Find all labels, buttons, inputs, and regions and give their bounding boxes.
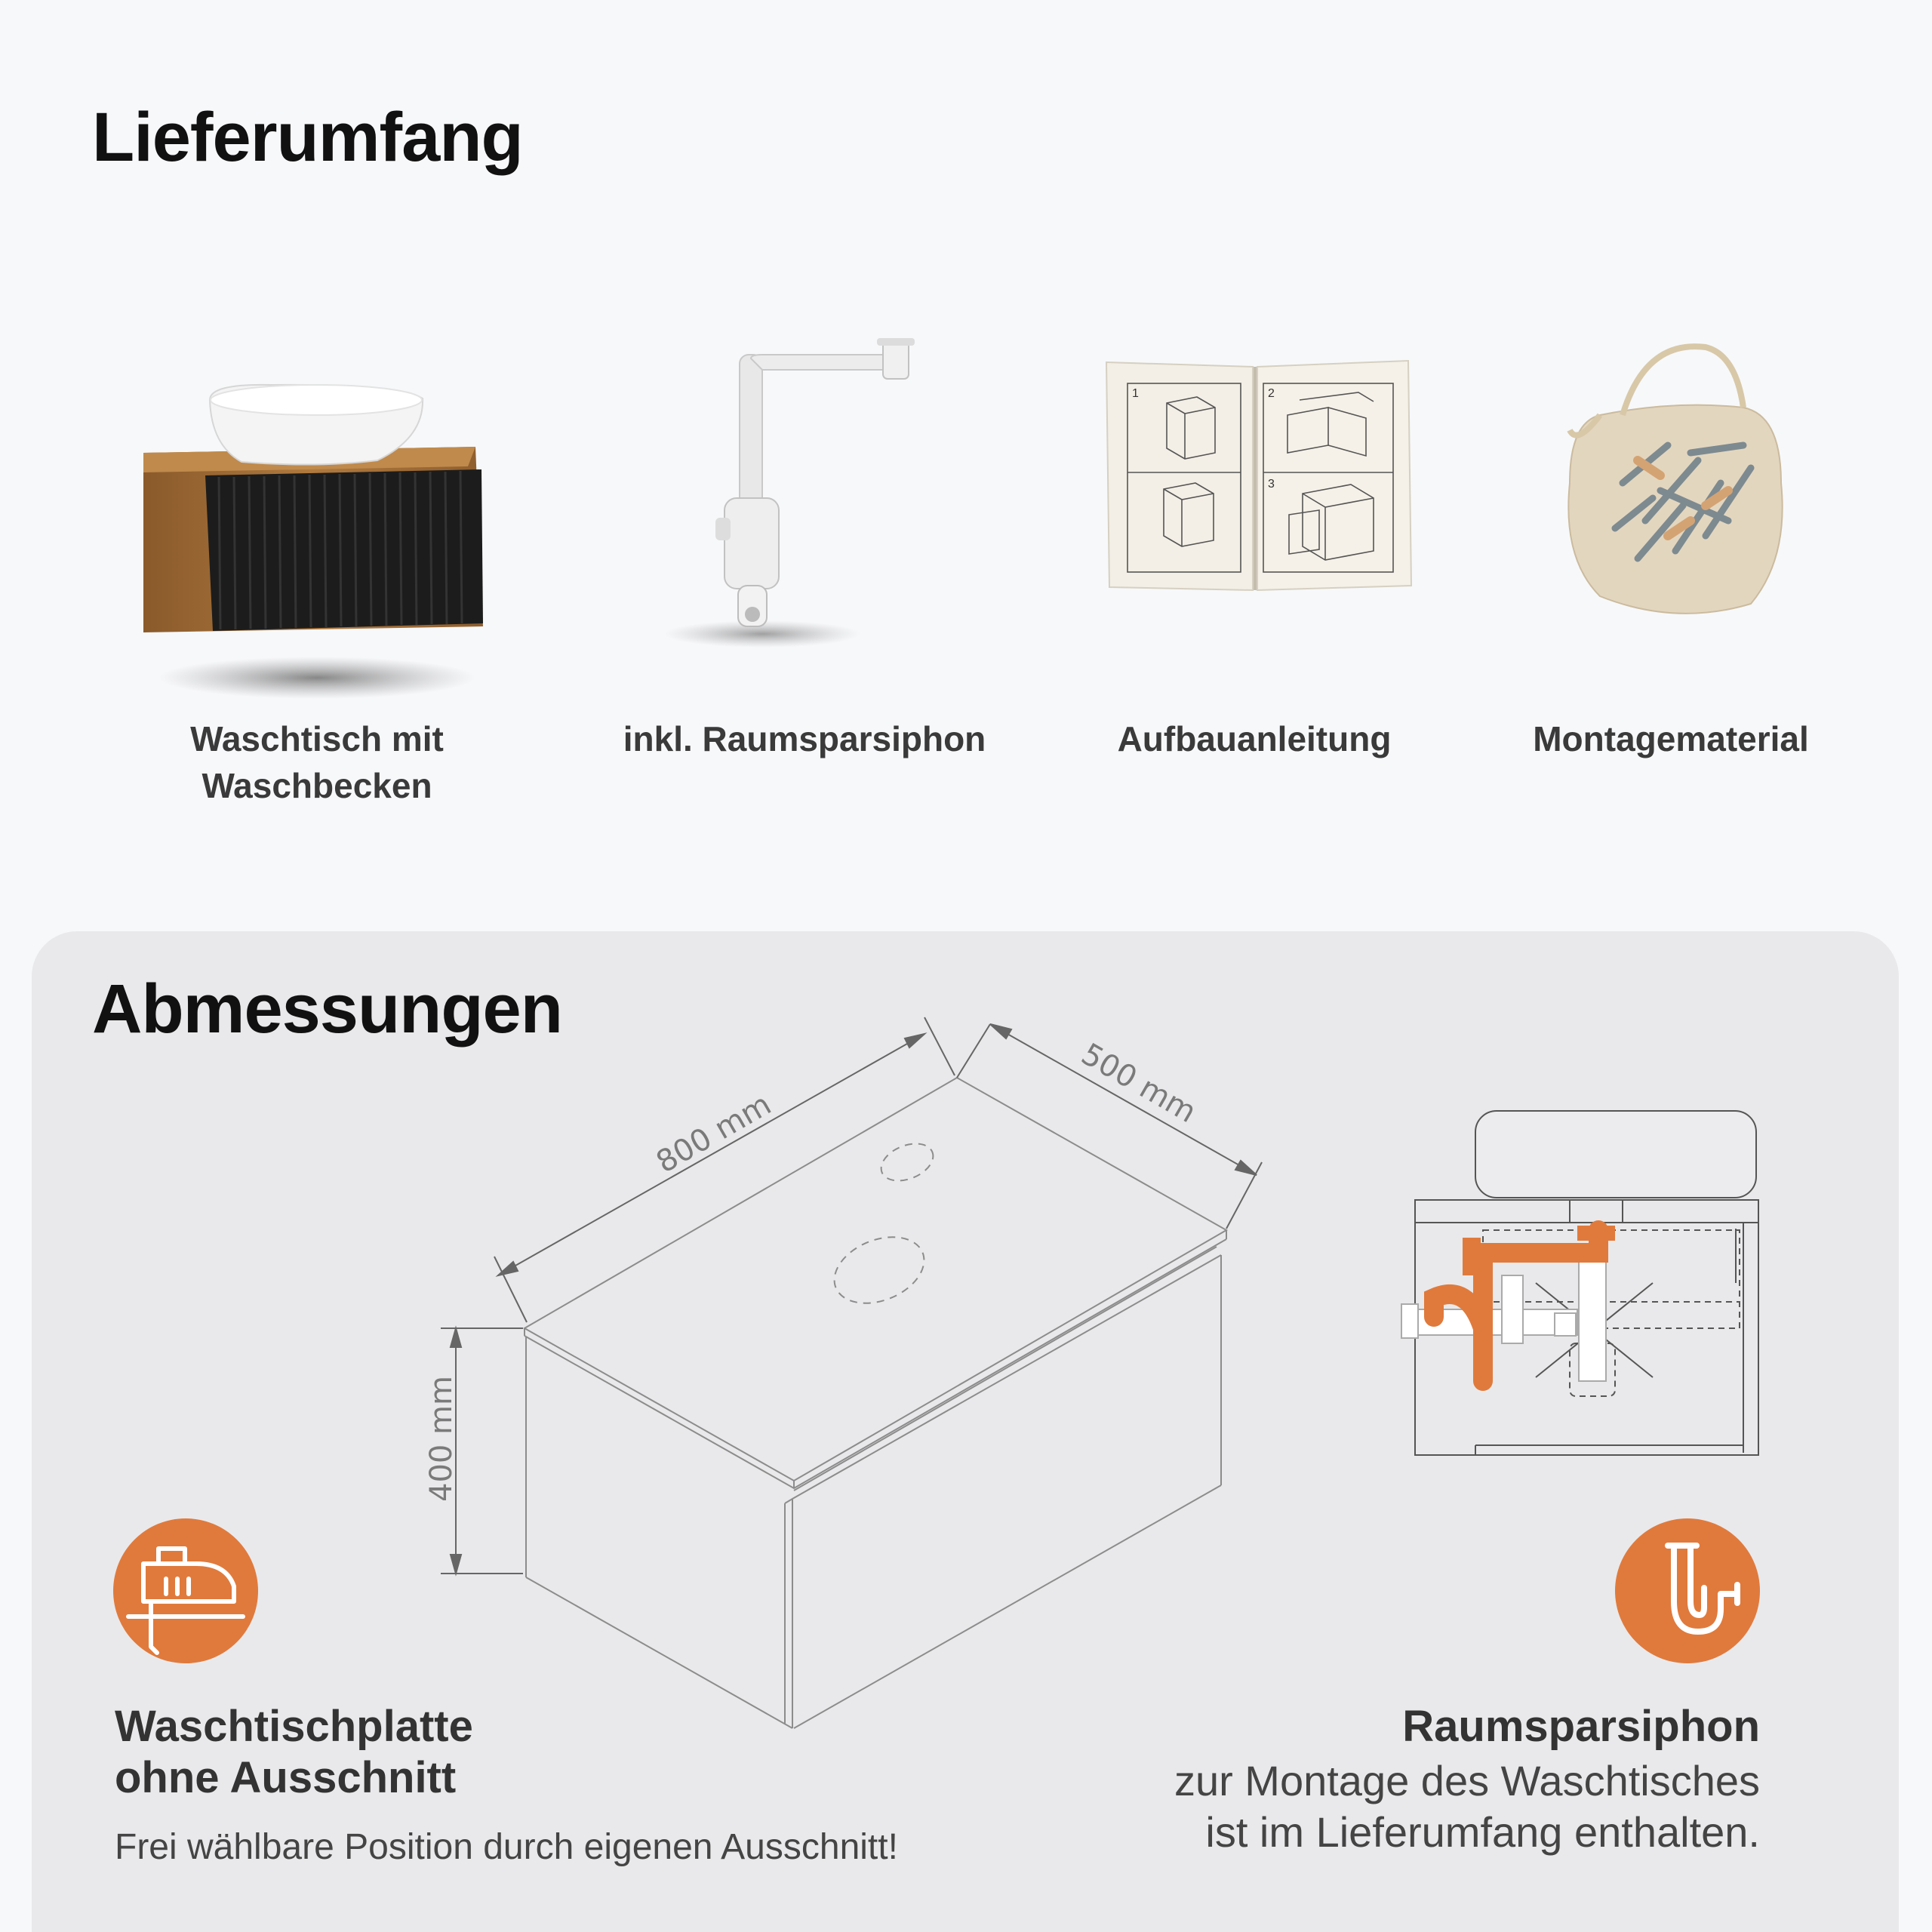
svg-text:2: 2 <box>1268 387 1275 400</box>
section-title-lieferumfang: Lieferumfang <box>92 99 523 176</box>
jigsaw-badge <box>113 1518 258 1663</box>
feature-text-siphon: zur Montage des Waschtisches ist im Lieferumfang enthalten. <box>1174 1757 1760 1856</box>
feature-text-countertop: Frei wählbare Position durch eigenen Ausschnitt! <box>115 1827 898 1867</box>
svg-text:1: 1 <box>1132 387 1139 400</box>
dimension-width-label: 800 mm <box>651 1087 777 1180</box>
siphon-icon <box>1615 1518 1760 1663</box>
dimension-height-label: 400 mm <box>424 1376 459 1502</box>
item-label-siphon: inkl. Raumsparsiphon <box>623 719 986 758</box>
item-label-manual: Aufbauanleitung <box>1117 719 1392 758</box>
siphon-badge <box>1615 1518 1760 1663</box>
feature-title-countertop: Waschtischplatte ohne Ausschnitt <box>115 1702 473 1802</box>
feature-title-siphon: Raumsparsiphon <box>1402 1702 1760 1751</box>
item-label-mounting: Montagematerial <box>1533 719 1809 758</box>
section-title-abmessungen: Abmessungen <box>92 971 562 1048</box>
svg-text:3: 3 <box>1268 478 1275 491</box>
jigsaw-icon <box>113 1518 258 1663</box>
dimension-depth-label: 500 mm <box>1075 1036 1202 1131</box>
item-label-vanity: Waschtisch mit Waschbecken <box>190 719 444 805</box>
